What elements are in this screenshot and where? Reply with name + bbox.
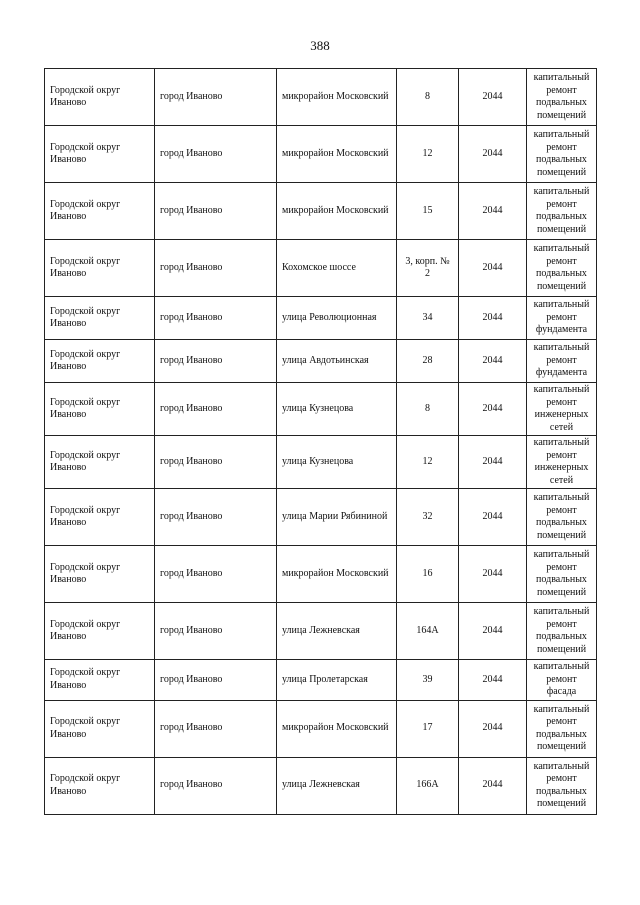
cell-work-type: капитальный ремонт фундамента — [527, 340, 597, 383]
table-row — [45, 340, 597, 383]
cell-year: 2044 — [459, 700, 527, 757]
cell-year: 2044 — [459, 546, 527, 603]
housing-repair-table — [44, 68, 597, 815]
cell-street: Кохомское шоссе — [277, 240, 397, 297]
cell-municipality: Городской округ Иваново — [45, 240, 155, 297]
cell-municipality: Городской округ Иваново — [45, 383, 155, 436]
cell-year: 2044 — [459, 436, 527, 489]
table-row — [45, 436, 597, 489]
cell-house-number: 8 — [397, 69, 459, 126]
cell-year: 2044 — [459, 126, 527, 183]
cell-municipality: Городской округ Иваново — [45, 757, 155, 814]
cell-settlement: город Иваново — [155, 297, 277, 340]
cell-year: 2044 — [459, 603, 527, 660]
cell-year: 2044 — [459, 297, 527, 340]
table-row — [45, 126, 597, 183]
cell-street: микрорайон Московский — [277, 183, 397, 240]
cell-work-type: капитальный ремонт подвальных помещений — [527, 546, 597, 603]
cell-house-number: 17 — [397, 700, 459, 757]
cell-street: микрорайон Московский — [277, 700, 397, 757]
table-row — [45, 297, 597, 340]
cell-street: улица Кузнецова — [277, 436, 397, 489]
cell-municipality: Городской округ Иваново — [45, 700, 155, 757]
cell-house-number: 28 — [397, 340, 459, 383]
cell-house-number: 32 — [397, 489, 459, 546]
cell-year: 2044 — [459, 660, 527, 701]
cell-house-number: 16 — [397, 546, 459, 603]
cell-work-type: капитальный ремонт фасада — [527, 660, 597, 701]
cell-municipality: Городской округ Иваново — [45, 69, 155, 126]
cell-settlement: город Иваново — [155, 340, 277, 383]
table-row — [45, 757, 597, 814]
cell-municipality: Городской округ Иваново — [45, 546, 155, 603]
cell-work-type: капитальный ремонт подвальных помещений — [527, 126, 597, 183]
cell-settlement: город Иваново — [155, 383, 277, 436]
cell-settlement: город Иваново — [155, 489, 277, 546]
cell-settlement: город Иваново — [155, 546, 277, 603]
cell-work-type: капитальный ремонт инженерных сетей — [527, 383, 597, 436]
table-row — [45, 603, 597, 660]
cell-house-number: 3, корп. № 2 — [397, 240, 459, 297]
cell-street: улица Пролетарская — [277, 660, 397, 701]
table-row — [45, 240, 597, 297]
cell-house-number: 166А — [397, 757, 459, 814]
cell-house-number: 15 — [397, 183, 459, 240]
cell-street: микрорайон Московский — [277, 546, 397, 603]
cell-settlement: город Иваново — [155, 700, 277, 757]
cell-settlement: город Иваново — [155, 436, 277, 489]
cell-settlement: город Иваново — [155, 757, 277, 814]
cell-settlement: город Иваново — [155, 69, 277, 126]
cell-work-type: капитальный ремонт инженерных сетей — [527, 436, 597, 489]
cell-municipality: Городской округ Иваново — [45, 660, 155, 701]
cell-work-type: капитальный ремонт подвальных помещений — [527, 240, 597, 297]
cell-work-type: капитальный ремонт подвальных помещений — [527, 603, 597, 660]
cell-street: микрорайон Московский — [277, 126, 397, 183]
cell-street: улица Авдотьинская — [277, 340, 397, 383]
cell-municipality: Городской округ Иваново — [45, 603, 155, 660]
cell-year: 2044 — [459, 183, 527, 240]
cell-settlement: город Иваново — [155, 240, 277, 297]
cell-work-type: капитальный ремонт фундамента — [527, 297, 597, 340]
cell-house-number: 12 — [397, 126, 459, 183]
cell-municipality: Городской округ Иваново — [45, 489, 155, 546]
cell-year: 2044 — [459, 489, 527, 546]
table-row — [45, 489, 597, 546]
table-row — [45, 183, 597, 240]
cell-house-number: 164А — [397, 603, 459, 660]
cell-street: улица Лежневская — [277, 603, 397, 660]
cell-work-type: капитальный ремонт подвальных помещений — [527, 69, 597, 126]
cell-street: улица Революционная — [277, 297, 397, 340]
cell-settlement: город Иваново — [155, 183, 277, 240]
table-row — [45, 383, 597, 436]
cell-year: 2044 — [459, 240, 527, 297]
cell-street: улица Кузнецова — [277, 383, 397, 436]
cell-street: улица Лежневская — [277, 757, 397, 814]
table-row — [45, 69, 597, 126]
cell-house-number: 39 — [397, 660, 459, 701]
cell-work-type: капитальный ремонт подвальных помещений — [527, 757, 597, 814]
cell-settlement: город Иваново — [155, 660, 277, 701]
cell-year: 2044 — [459, 383, 527, 436]
cell-work-type: капитальный ремонт подвальных помещений — [527, 489, 597, 546]
table-row — [45, 700, 597, 757]
table-row — [45, 546, 597, 603]
cell-municipality: Городской округ Иваново — [45, 297, 155, 340]
cell-municipality: Городской округ Иваново — [45, 126, 155, 183]
cell-house-number: 8 — [397, 383, 459, 436]
cell-street: улица Марии Рябининой — [277, 489, 397, 546]
cell-municipality: Городской округ Иваново — [45, 340, 155, 383]
cell-municipality: Городской округ Иваново — [45, 436, 155, 489]
table-body — [45, 69, 597, 815]
cell-work-type: капитальный ремонт подвальных помещений — [527, 700, 597, 757]
table-row — [45, 660, 597, 701]
cell-year: 2044 — [459, 757, 527, 814]
cell-house-number: 34 — [397, 297, 459, 340]
cell-year: 2044 — [459, 69, 527, 126]
page-number: 388 — [310, 38, 330, 53]
cell-house-number: 12 — [397, 436, 459, 489]
cell-municipality: Городской округ Иваново — [45, 183, 155, 240]
cell-year: 2044 — [459, 340, 527, 383]
cell-settlement: город Иваново — [155, 603, 277, 660]
cell-work-type: капитальный ремонт подвальных помещений — [527, 183, 597, 240]
cell-street: микрорайон Московский — [277, 69, 397, 126]
cell-settlement: город Иваново — [155, 126, 277, 183]
